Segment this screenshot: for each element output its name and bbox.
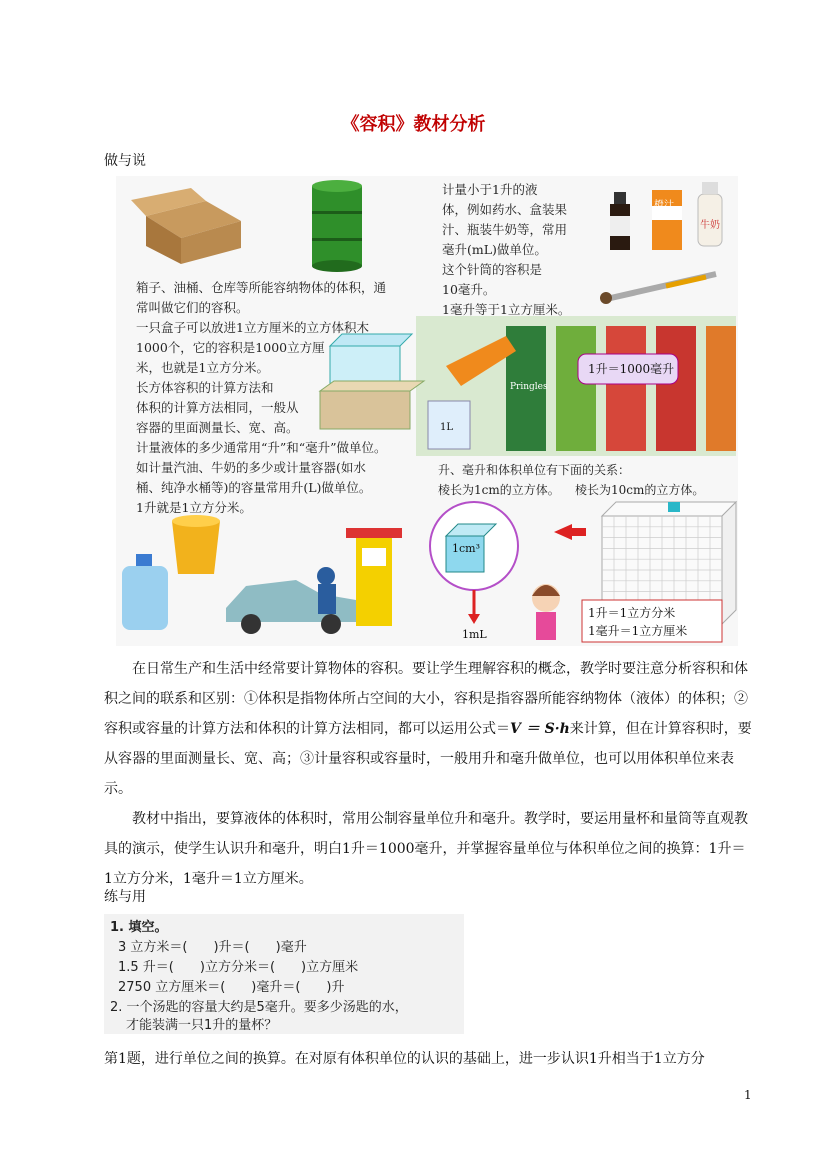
arrow-left-icon [554, 524, 586, 540]
speech-bubble: 1升＝1000毫升 [588, 362, 675, 376]
milk-label: 牛奶 [700, 220, 720, 231]
relation-line-1: 1升＝1立方分米 [588, 606, 676, 620]
last-paragraph: 第1题，进行单位之间的换算。在对原有体积单位的认识的基础上，进一步认识1升相当于1立方分 [104, 1051, 705, 1067]
exercise-line: 3 立方米＝( )升＝( )毫升 [118, 940, 307, 955]
exercise-line: 1. 填空。 [110, 920, 168, 935]
exercise-line: 才能装满一只1升的量杯？ [126, 1018, 278, 1033]
juice-label: 橙汁 [654, 200, 674, 211]
body-text [104, 654, 754, 894]
oil-drum-icon [312, 180, 362, 272]
textbook-figure [116, 176, 738, 646]
section-heading-do-and-say: 做与说 [104, 153, 146, 169]
page-title: 《容积》教材分析 [341, 114, 486, 135]
syringe-icon [600, 274, 716, 304]
exercise-line: 2750 立方厘米＝( )毫升＝( )升 [118, 980, 345, 995]
girl-icon [532, 584, 560, 640]
page-number: 1 [744, 1088, 752, 1102]
car-icon [226, 580, 356, 634]
water-jug-icon [122, 554, 168, 630]
ml-label: 1mL [462, 628, 487, 641]
cardboard-box-icon [131, 188, 241, 264]
figure-text-mid-right: 升、毫升和体积单位有下面的关系： 棱长为1cm的立方体。 棱长为10cm的立方体。 [438, 463, 705, 497]
figure-text-top-right: 计量小于1升的液 体，例如药水、盒装果 汁、瓶装牛奶等，常用 毫升(mL)做单位。 这个针筒的容积是 10毫升。 1毫升等于1立方厘米。 [442, 182, 571, 317]
exercise-line: 2. 一个汤匙的容量大约是5毫升。要多少汤匙的水， [110, 1000, 408, 1015]
figure-text-top-left: 箱子、油桶、仓库等所能容纳物体的体积，通 常叫做它们的容积。 一只盒子可以放进1立方厘米的立方体积木 1000个，它的容积是1000立方厘 米，也就是1立方分米。 长方体容积的计算方法和 体积的计算方法相同，一般从 容器的里面测量长、宽、高。 [136, 280, 387, 435]
cube-label: 1cm³ [452, 542, 480, 555]
relation-line-2: 1毫升＝1立方厘米 [588, 624, 688, 638]
milk-bottle-icon [698, 182, 722, 246]
paragraph-2: 教材中指出，要算液体的体积时，常用公制容量单位升和毫升。教学时，要运用量杯和量筒等直观教具的演示，使学生认识升和毫升，明白1升＝1000毫升，并掌握容量单位与体积单位之间的换算：1升＝1立方分米，1毫升＝1立方厘米。 [104, 811, 748, 887]
one-liter-label: 1L [440, 422, 454, 433]
figure-text-mid-left: 计量液体的多少通常用“升”和“毫升”做单位。 如计量汽油、牛奶的多少或计量容器(如水 桶、纯净水桶等)的容量常用升(L)做单位。 1升就是1立方分米。 [136, 440, 387, 515]
gas-pump-icon [317, 528, 402, 626]
paragraph-1: 在日常生产和生活中经常要计算物体的容积。要让学生理解容积的概念，教学时要注意分析容积和体积之间的联系和区别：①体积是指物体所占空间的大小，容积是指容器所能容纳物体（液体）的体积；②容积或容量的计算方法和体积的计算方法相同，都可以运用公式＝V ＝ S·h来计算，但在计算容积时，要从容器的里面测量长、宽、高；③计量容积或容量时，一般用升和毫升做单位，也可以用体积单位来表示。 [104, 661, 752, 797]
exercise-image [104, 914, 464, 1034]
cube-diagram [430, 502, 518, 624]
volume-formula: V ＝ S·h [510, 721, 570, 737]
pringles-label: Pringles [510, 382, 548, 392]
shelf-photo [416, 316, 736, 456]
exercise-line: 1.5 升＝( )立方分米＝( )立方厘米 [118, 960, 359, 975]
section-heading-practice: 练与用 [104, 889, 146, 905]
bucket-icon [172, 515, 220, 574]
medicine-bottle-icon [610, 192, 630, 250]
